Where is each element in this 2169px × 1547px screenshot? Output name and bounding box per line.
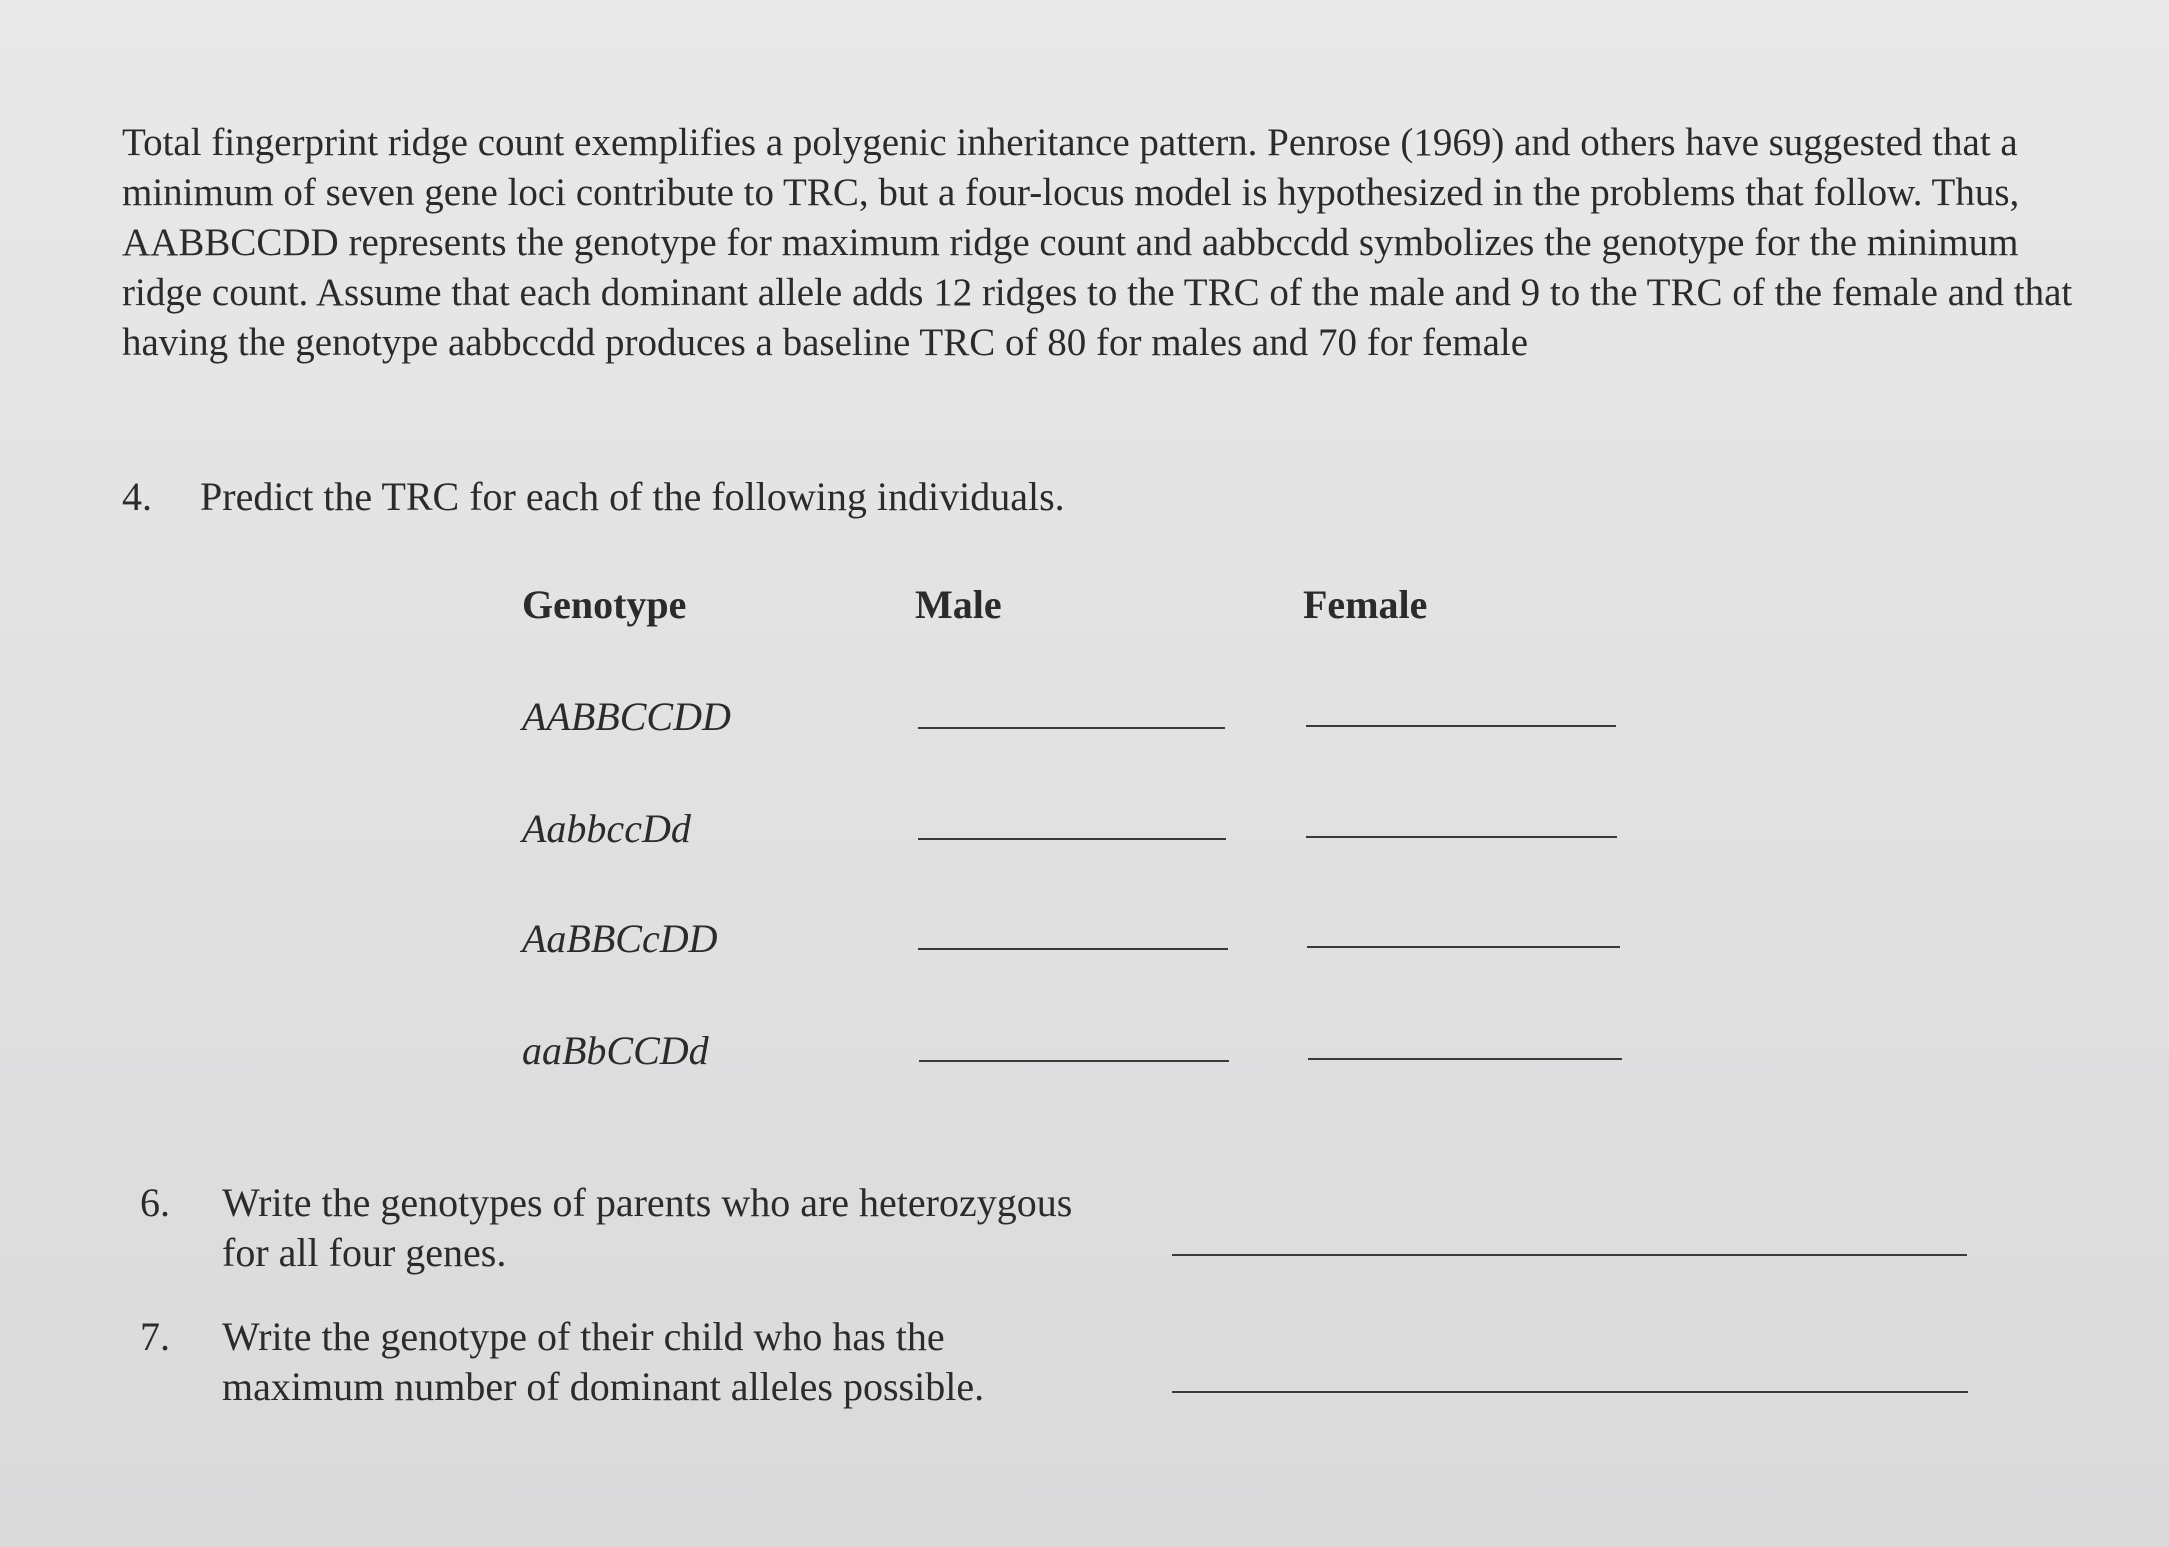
question-6-text [222,1178,1072,1278]
question-7-answer-blank[interactable] [1172,1391,1968,1393]
header-genotype: Genotype [522,582,687,627]
intro-text: Total fingerprint ridge count exemplifies a polygenic inheritance pattern. Penrose (1969) and others have suggested that a minimum of seven gene loci contribute to TRC, but a four-locus model is hypothesized in the problems that follow. Thus, AABBCCDD represents the genotype for maximum ridge count and aabbccdd symbolizes the genotype for the minimum ridge count. Assume that each dominant allele adds 12 ridges to the TRC of the male and 9 to the TRC of the female and that having the genotype aabbccdd produces a baseline TRC of 80 for males and 70 for female [122,121,2073,364]
header-female: Female [1303,582,1428,627]
female-answer-blank-3[interactable] [1307,946,1620,948]
question-6-number: 6. [140,1180,170,1225]
female-answer-blank-4[interactable] [1308,1058,1622,1060]
male-answer-blank-1[interactable] [918,727,1225,729]
question-7-text [222,1312,984,1412]
female-answer-blank-1[interactable] [1306,725,1616,727]
question-4-number: 4. [122,474,152,519]
question-4 [122,472,1065,522]
question-6-line-2: for all four genes. [222,1230,507,1275]
genotype-row-3: AaBBCcDD [522,916,718,961]
male-answer-blank-3[interactable] [918,948,1228,950]
question-4-text: Predict the TRC for each of the following individuals. [200,474,1065,519]
female-answer-blank-2[interactable] [1306,836,1617,838]
intro-paragraph [122,118,2082,368]
header-male: Male [915,582,1002,627]
genotype-row-2: AabbccDd [522,806,691,851]
question-7-number: 7. [140,1314,170,1359]
question-7-line-2: maximum number of dominant alleles possible. [222,1364,985,1409]
male-answer-blank-2[interactable] [918,838,1226,840]
genotype-row-4: aaBbCCDd [522,1028,709,1073]
genotype-row-1: AABBCCDD [522,694,731,739]
male-answer-blank-4[interactable] [919,1060,1229,1062]
question-7-line-1: Write the genotype of their child who has the [222,1314,945,1359]
question-6-line-1: Write the genotypes of parents who are heterozygous [222,1180,1073,1225]
question-6-answer-blank[interactable] [1172,1254,1967,1256]
